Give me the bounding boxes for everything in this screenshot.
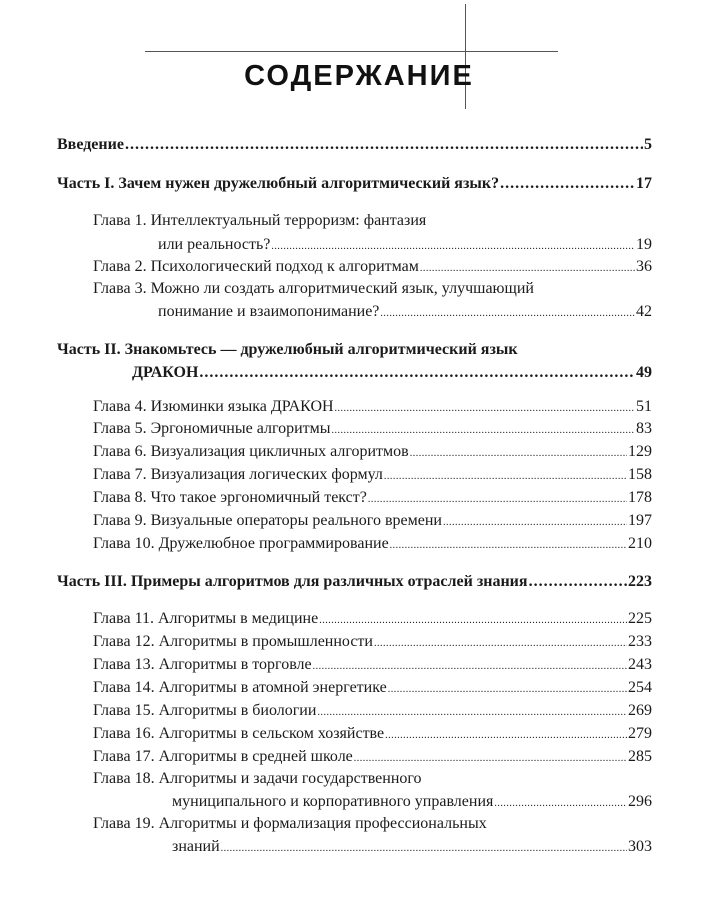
toc-label: муниципального и корпоративного управления: [172, 793, 494, 810]
header-rule-horizontal: [145, 51, 558, 52]
toc-label: Глава 17. Алгоритмы в средней школе: [93, 748, 353, 765]
toc-page: 223: [628, 573, 652, 590]
toc-leader: [125, 136, 643, 154]
toc-entry-chapter-19[interactable]: [172, 838, 652, 856]
toc-leader: [410, 448, 627, 459]
toc-entry-chapter-13[interactable]: [93, 656, 652, 674]
toc-leader: [354, 753, 627, 764]
page-title: СОДЕРЖАНИЕ: [244, 60, 474, 92]
toc-entry-chapter-1-line1[interactable]: Глава 1. Интеллектуальный терроризм: фантазия: [93, 212, 427, 229]
toc-label: понимание и взаимопонимание?: [158, 303, 380, 320]
toc-leader: [388, 684, 627, 695]
toc-entry-chapter-18-line1[interactable]: Глава 18. Алгоритмы и задачи государственного: [93, 770, 422, 787]
toc-leader: [500, 175, 635, 193]
toc-label: Глава 8. Что такое эргономичный текст?: [93, 489, 367, 506]
toc-entry-chapter-18[interactable]: [172, 793, 652, 811]
toc-page: 83: [636, 420, 652, 437]
toc-label: Глава 9. Визуальные операторы реального времени: [93, 512, 442, 529]
toc-leader: [317, 707, 627, 718]
toc-leader: [221, 843, 627, 854]
toc-leader: [199, 364, 635, 382]
toc-entry-chapter-4[interactable]: [93, 398, 652, 416]
toc-page: 49: [636, 364, 652, 381]
toc-page: 42: [636, 303, 652, 320]
toc-label: Глава 11. Алгоритмы в медицине: [93, 610, 319, 627]
toc-leader: [494, 798, 627, 809]
toc-page: 279: [628, 725, 652, 742]
toc-entry-chapter-11[interactable]: [93, 610, 652, 628]
toc-entry-part-3[interactable]: [57, 573, 652, 591]
toc-leader: [368, 494, 627, 505]
toc-page: 225: [628, 610, 652, 627]
toc-page: 233: [628, 633, 652, 650]
toc-entry-chapter-15[interactable]: [93, 702, 652, 720]
toc-entry-part-1[interactable]: [57, 175, 652, 193]
toc-leader: [319, 615, 627, 626]
toc-leader: [385, 730, 627, 741]
toc-label: Часть III. Примеры алгоритмов для различных отраслей знания: [57, 573, 528, 590]
toc-page: 197: [628, 512, 652, 529]
toc-entry-intro[interactable]: [57, 136, 652, 154]
toc-page: 158: [628, 466, 652, 483]
toc-entry-chapter-16[interactable]: [93, 725, 652, 743]
toc-page: 269: [628, 702, 652, 719]
toc-leader: [332, 425, 635, 436]
toc-label: Глава 14. Алгоритмы в атомной энергетике: [93, 679, 387, 696]
toc-label: Глава 7. Визуализация логических формул: [93, 466, 383, 483]
toc-leader: [374, 638, 627, 649]
toc-leader: [335, 403, 635, 414]
toc-leader: [390, 540, 627, 551]
toc-label: знаний: [172, 838, 220, 855]
toc-page: 19: [636, 236, 652, 253]
toc-entry-chapter-12[interactable]: [93, 633, 652, 651]
toc-leader: [529, 573, 627, 591]
toc-entry-chapter-14[interactable]: [93, 679, 652, 697]
toc-label: Глава 15. Алгоритмы в биологии: [93, 702, 317, 719]
toc-leader: [380, 308, 635, 319]
toc-page: 129: [628, 443, 652, 460]
toc-label: Глава 6. Визуализация цикличных алгоритмов: [93, 443, 409, 460]
toc-page: 296: [628, 793, 652, 810]
toc-label: Глава 12. Алгоритмы в промышленности: [93, 633, 373, 650]
toc-label: Глава 5. Эргономичные алгоритмы: [93, 420, 331, 437]
toc-entry-chapter-10[interactable]: [93, 535, 652, 553]
toc-page: 303: [628, 838, 652, 855]
toc-page: 243: [628, 656, 652, 673]
toc-entry-chapter-5[interactable]: [93, 420, 652, 438]
toc-page: 210: [628, 535, 652, 552]
toc-label: ДРАКОН: [132, 364, 199, 381]
toc-entry-chapter-7[interactable]: [93, 466, 652, 484]
header-rule-vertical: [465, 4, 466, 109]
toc-label: Глава 2. Психологический подход к алгоритмам: [93, 258, 419, 275]
toc-label: Глава 16. Алгоритмы в сельском хозяйстве: [93, 725, 385, 742]
toc-entry-chapter-9[interactable]: [93, 512, 652, 530]
toc-page: 5: [644, 136, 652, 153]
toc-entry-chapter-6[interactable]: [93, 443, 652, 461]
toc-entry-chapter-3-line1[interactable]: Глава 3. Можно ли создать алгоритмический язык, улучшающий: [93, 280, 534, 297]
toc-label: или реальность?: [158, 236, 271, 253]
toc-entry-part-2[interactable]: [132, 364, 652, 382]
toc-leader: [271, 241, 635, 252]
toc-page: 285: [628, 748, 652, 765]
toc-entry-chapter-17[interactable]: [93, 748, 652, 766]
toc-label: Глава 4. Изюминки языка ДРАКОН: [93, 398, 334, 415]
toc-page: 36: [636, 258, 652, 275]
toc-page: 178: [628, 489, 652, 506]
toc-label: Глава 13. Алгоритмы в торговле: [93, 656, 312, 673]
toc-page: 17: [636, 175, 652, 192]
toc-page: 51: [636, 398, 652, 415]
toc-entry-chapter-3[interactable]: [158, 303, 652, 321]
toc-leader: [420, 263, 635, 274]
toc-entry-part-2-line1[interactable]: Часть II. Знакомьтесь — дружелюбный алгоритмический язык: [57, 341, 518, 358]
toc-label: Часть I. Зачем нужен дружелюбный алгоритмический язык?: [57, 175, 500, 192]
toc-leader: [384, 471, 627, 482]
toc-entry-chapter-8[interactable]: [93, 489, 652, 507]
toc-label: Глава 10. Дружелюбное программирование: [93, 535, 389, 552]
toc-leader: [443, 517, 627, 528]
toc-entry-chapter-2[interactable]: [93, 258, 652, 276]
toc-leader: [313, 661, 627, 672]
toc-page: 254: [628, 679, 652, 696]
toc-label: Введение: [57, 136, 124, 153]
toc-entry-chapter-1[interactable]: [158, 236, 652, 254]
toc-entry-chapter-19-line1[interactable]: Глава 19. Алгоритмы и формализация профессиональных: [93, 815, 487, 832]
